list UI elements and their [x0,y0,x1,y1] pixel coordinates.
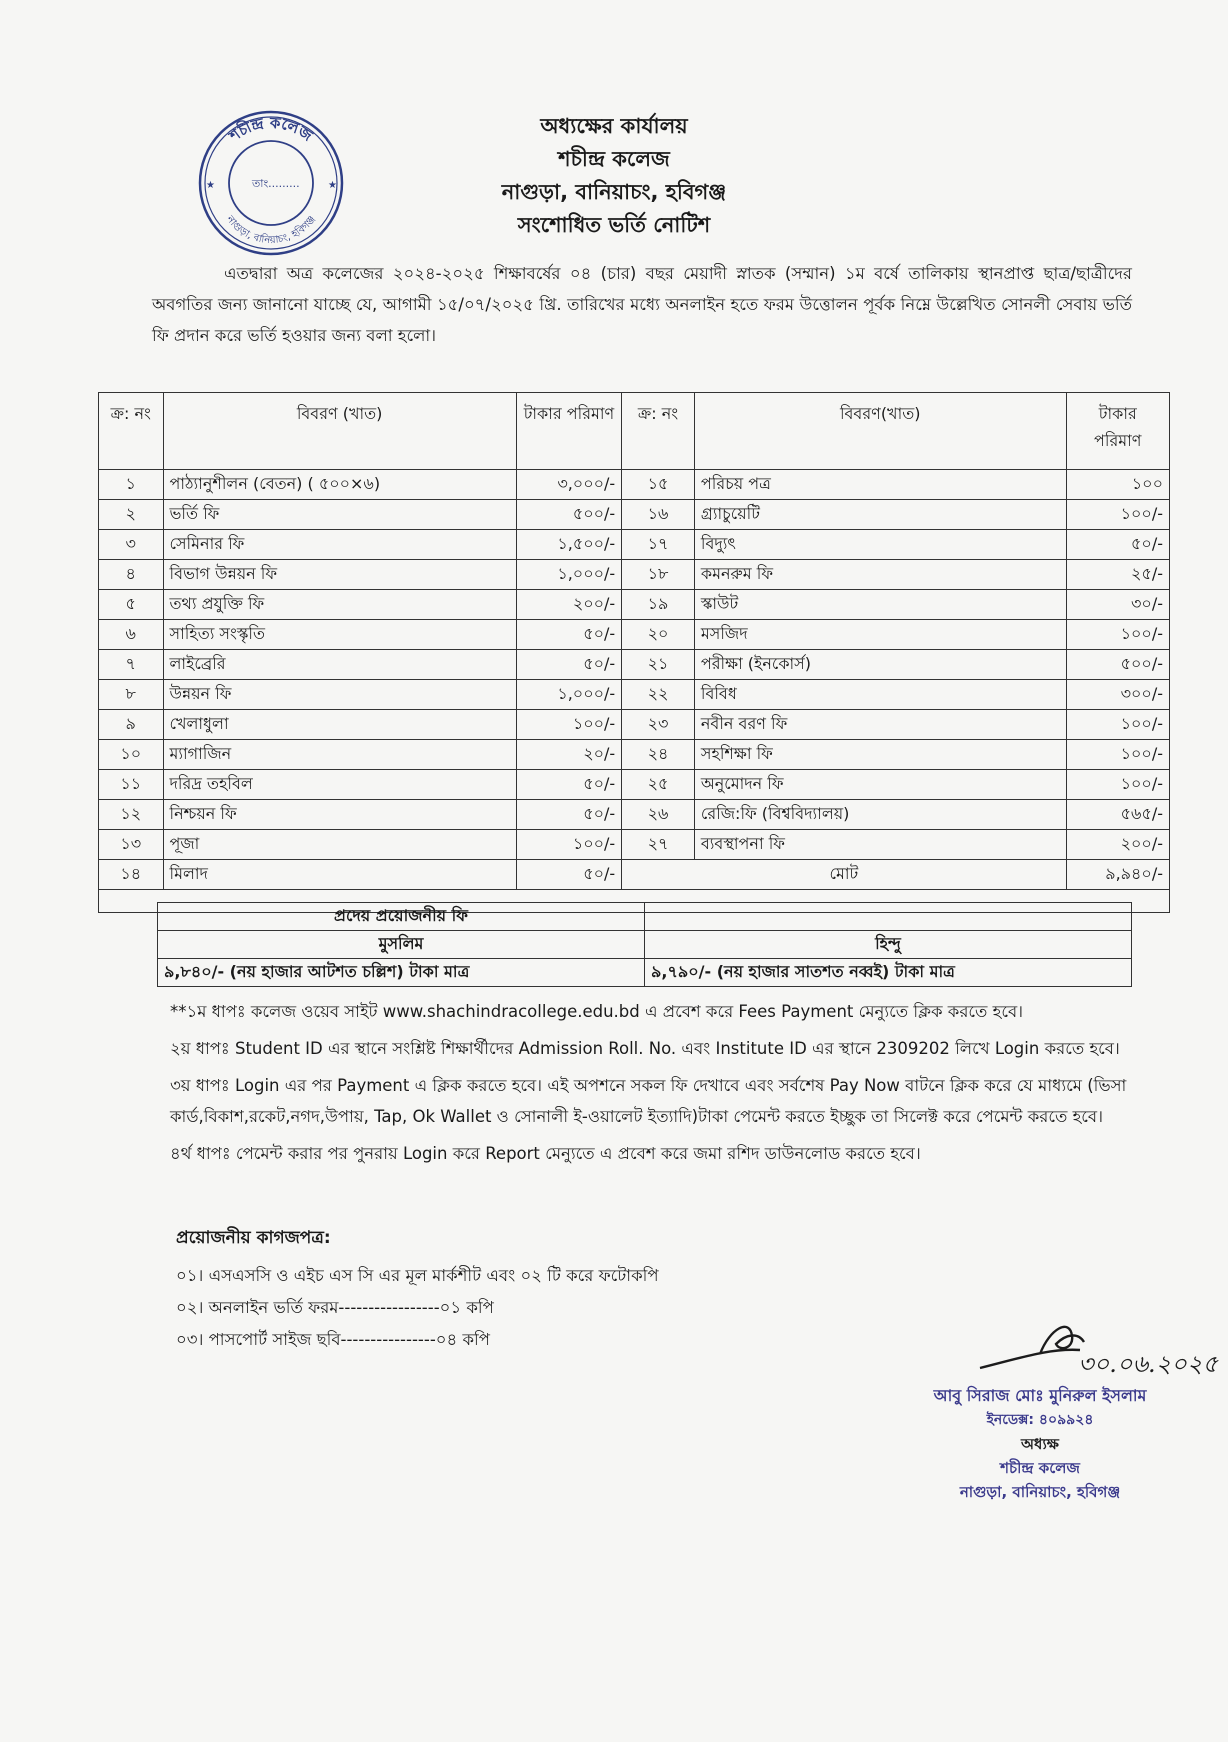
fee-cell-desc: তথ্য প্রযুক্তি ফি [163,590,516,620]
fee-cell-amt2: ১০০/- [1066,740,1169,770]
principal-index: ইনডেক্স: ৪০৯৯২৪ [986,1412,1094,1428]
document-item-1: ০১। এসএসসি ও এইচ এস সি এর মূল মার্কশীট এবং ০২ টি করে ফটোকপি [176,1266,659,1285]
fee-cell-desc: পাঠ্যানুশীলন (বেতন) ( ৫০০×৬) [163,470,516,500]
fee-cell-amt: ১,০০০/- [516,560,621,590]
fee-cell-desc: বিভাগ উন্নয়ন ফি [163,560,516,590]
fee-cell-amt2: ৫০/- [1066,530,1169,560]
college-name: শচীন্দ্র কলেজ [558,147,670,171]
fee-cell-amt: ৫০/- [516,620,621,650]
fee-cell-amt: ১,৫০০/- [516,530,621,560]
step-2: ২য় ধাপঃ Student ID এর স্থানে সংশ্লিষ্ট শিক্ষার্থীদের Admission Roll. No. এবং Institute ID এর স্থানে 2309202 লিখে Login করতে হবে। [170,1039,1120,1058]
fee-cell-desc2: ব্যবস্থাপনা ফি [694,830,1066,860]
total-amount: ৯,৯৪০/- [1066,860,1169,890]
fee-cell-amt: ৫০/- [516,800,621,830]
fee-table-header [99,393,1170,470]
fee-cell-amt2: ৫০০/- [1066,650,1169,680]
fee-cell-sl2: ২১ [622,650,695,680]
fee-cell-sl: ৭ [99,650,164,680]
fee-cell-amt: ২০০/- [516,590,621,620]
notice-title: সংশোধিত ভর্তি নোটিশ [517,213,711,237]
fee-cell-desc: ম্যাগাজিন [163,740,516,770]
fee-cell-amt: ৫০/- [516,770,621,800]
fee-cell-desc2: অনুমোদন ফি [694,770,1066,800]
header-serial: ক্র: নং [99,393,164,470]
fee-row [99,740,1170,770]
seal-bottom-text: নাগুড়া, বানিয়াচং, হবিগঞ্জ [224,214,318,247]
fee-cell-amt2: ৫৬৫/- [1066,800,1169,830]
fee-cell-desc: সেমিনার ফি [163,530,516,560]
document-item-2: ০২। অনলাইন ভর্তি ফরম-----------------০১ কপি [176,1298,494,1317]
fee-row [99,800,1170,830]
fee-cell-amt2: ১০০/- [1066,770,1169,800]
document-item-3: ০৩। পাসপোর্ট সাইজ ছবি----------------০৪ কপি [176,1330,490,1349]
fee-table-body [99,470,1170,913]
fee-row [99,560,1170,590]
principal-name: আবু সিরাজ মোঃ মুনিরুল ইসলাম [933,1386,1147,1405]
fee-cell-sl2: ২৪ [622,740,695,770]
required-documents-list [176,1260,659,1356]
payable-fee-table [157,902,1132,987]
required-documents-title: প্রয়োজনীয় কাগজপত্র: [176,1228,331,1248]
step-3: ৩য় ধাপঃ Login এর পর Payment এ ক্লিক করতে হবে। এই অপশনে সকল ফি দেখাবে এবং সর্বশেষ Pay Now বাটনে ক্লিক করে যে মাধ্যমে (ভিসা কার্ড,বিকাশ,রকেট,নগদ,উপায়, Tap, Ok Wallet ও সোনালী ই-ওয়ালেট ইত্যাদি)টাকা পেমেন্ট করতে ইচ্ছুক তা সিলেক্ট করে পেমেন্ট করতে হবে। [170,1076,1127,1126]
seal-center-text: তাং......... [252,177,300,190]
payable-fee-title: প্রদেয় প্রয়োজনীয় ফি [158,903,645,931]
step-1: **১ম ধাপঃ কলেজ ওয়েব সাইট www.shachindracollege.edu.bd এ প্রবেশ করে Fees Payment মেন্যুতে ক্লিক করতে হবে। [170,1002,1024,1021]
fee-cell-desc: দরিদ্র তহবিল [163,770,516,800]
muslim-amount: ৯,৮৪০/- (নয় হাজার আটশত চল্লিশ) টাকা মাত্র [158,959,645,987]
fee-row [99,620,1170,650]
fee-cell-amt: ৫০০/- [516,500,621,530]
fee-row [99,680,1170,710]
fee-cell-amt2: ২০০/- [1066,830,1169,860]
fee-cell-amt: ১০০/- [516,830,621,860]
fee-cell-sl: ৬ [99,620,164,650]
step-4: ৪র্থ ধাপঃ পেমেন্ট করার পর পুনরায় Login করে Report মেন্যুতে এ প্রবেশ করে জমা রশিদ ডাউনলোড করতে হবে। [170,1144,921,1163]
fee-cell-sl: ২ [99,500,164,530]
fee-cell-desc2: গ্র্যাচুয়েটি [694,500,1066,530]
fee-row [99,710,1170,740]
principal-stamp [900,1384,1180,1504]
svg-text:★: ★ [328,180,337,191]
fee-cell-sl2: ১৮ [622,560,695,590]
header-description-2: বিবরণ(খাত) [694,393,1066,470]
fee-cell-sl2: ১৫ [622,470,695,500]
fee-cell-amt: ২০/- [516,740,621,770]
fee-row [99,830,1170,860]
fee-cell-desc2: বিবিধ [694,680,1066,710]
payable-fee-title-blank [645,903,1132,931]
hindu-label: হিন্দু [645,931,1132,959]
fee-cell-sl: ১২ [99,800,164,830]
fee-row [99,650,1170,680]
fee-cell-desc2: স্কাউট [694,590,1066,620]
fee-cell-desc: উন্নয়ন ফি [163,680,516,710]
stamp-address: নাগুড়া, বানিয়াচং, হবিগঞ্জ [959,1483,1121,1501]
fee-cell-sl2: ২৩ [622,710,695,740]
fee-cell-amt: ৩,০০০/- [516,470,621,500]
fee-row [99,590,1170,620]
fee-cell-desc: খেলাধুলা [163,710,516,740]
fee-cell-sl: ৩ [99,530,164,560]
fee-cell-sl2: ২৫ [622,770,695,800]
fee-cell-sl2: ১৯ [622,590,695,620]
fee-cell-amt: ৫০/- [516,650,621,680]
fee-cell-desc: ভর্তি ফি [163,500,516,530]
fee-cell-desc2: রেজি:ফি (বিশ্ববিদ্যালয়) [694,800,1066,830]
payment-steps [170,996,1130,1169]
fee-row [99,470,1170,500]
fee-cell-desc2: পরিচয় পত্র [694,470,1066,500]
fee-cell-desc: মিলাদ [163,860,516,890]
notice-header [0,110,1228,242]
fee-cell-sl: ৯ [99,710,164,740]
seal-top-text: শচীন্দ্র কলেজ [225,113,316,145]
fee-cell-amt: ১,০০০/- [516,680,621,710]
fee-cell-desc: সাহিত্য সংস্কৃতি [163,620,516,650]
fee-cell-sl2: ১৬ [622,500,695,530]
fee-cell-amt2: ১০০/- [1066,710,1169,740]
fee-row [99,770,1170,800]
fee-cell-amt2: ১০০/- [1066,620,1169,650]
hindu-amount: ৯,৭৯০/- (নয় হাজার সাতশত নব্বই) টাকা মাত্র [645,959,1132,987]
fee-row [99,500,1170,530]
fee-cell-amt2: ১০০ [1066,470,1169,500]
fee-cell-amt2: ২৫/- [1066,560,1169,590]
fee-cell-amt: ১০০/- [516,710,621,740]
fee-cell-sl2: ২০ [622,620,695,650]
header-amount: টাকার পরিমাণ [516,393,621,470]
fee-cell-amt2: ১০০/- [1066,500,1169,530]
college-address: নাগুড়া, বানিয়াচং, হবিগঞ্জ [501,180,727,204]
header-amount-2: টাকার পরিমাণ [1066,393,1169,470]
fee-cell-sl: ৫ [99,590,164,620]
fee-cell-desc: পূজা [163,830,516,860]
header-serial-2: ক্র: নং [622,393,695,470]
fee-cell-sl2: ১৭ [622,530,695,560]
fee-cell-sl: ১০ [99,740,164,770]
fee-table [98,392,1170,913]
fee-cell-amt2: ৩০/- [1066,590,1169,620]
fee-cell-desc2: পরীক্ষা (ইনকোর্স) [694,650,1066,680]
fee-cell-desc2: বিদ্যুৎ [694,530,1066,560]
fee-row [99,530,1170,560]
fee-cell-sl2: ২৬ [622,800,695,830]
fee-cell-sl: ৮ [99,680,164,710]
fee-row-last [99,860,1170,890]
header-description: বিবরণ (খাত) [163,393,516,470]
office-title: অধ্যক্ষের কার্যালয় [540,114,688,138]
fee-cell-sl2: ২২ [622,680,695,710]
fee-cell-desc2: মসজিদ [694,620,1066,650]
fee-cell-sl2: ২৭ [622,830,695,860]
intro-paragraph: এতদ্বারা অত্র কলেজের ২০২৪-২০২৫ শিক্ষাবর্ষের ০৪ (চার) বছর মেয়াদী স্নাতক (সম্মান) ১ম বর্ষে তালিকায় স্থানপ্রাপ্ত ছাত্র/ছাত্রীদের অবগতির জন্য জানানো যাচ্ছে যে, আগামী ১৫/০৭/২০২৫ খ্রি. তারিখের মধ্যে অনলাইন হতে ফরম উত্তোলন পূর্বক নিম্নে উল্লেখিত সোনলী সেবায় ভর্তি ফি প্রদান করে ভর্তি হওয়ার জন্য বলা হলো। [152,264,1132,345]
stamp-college: শচীন্দ্র কলেজ [1000,1459,1080,1477]
fee-cell-sl: ১৩ [99,830,164,860]
fee-cell-desc2: নবীন বরণ ফি [694,710,1066,740]
fee-cell-sl: ৪ [99,560,164,590]
fee-cell-desc2: কমনরুম ফি [694,560,1066,590]
fee-cell-sl: ১১ [99,770,164,800]
muslim-label: মুসলিম [158,931,645,959]
total-label: মোট [622,860,1066,890]
fee-cell-sl: ১ [99,470,164,500]
fee-cell-amt2: ৩০০/- [1066,680,1169,710]
fee-cell-amt: ৫০/- [516,860,621,890]
svg-text:★: ★ [206,180,215,191]
fee-cell-sl: ১৪ [99,860,164,890]
principal-title: অধ্যক্ষ [1021,1435,1059,1453]
fee-cell-desc: নিশ্চয়ন ফি [163,800,516,830]
fee-cell-desc2: সহশিক্ষা ফি [694,740,1066,770]
fee-cell-desc: লাইব্রেরি [163,650,516,680]
signature-date: ৩০.০৬.২০২৫ [1078,1350,1219,1378]
